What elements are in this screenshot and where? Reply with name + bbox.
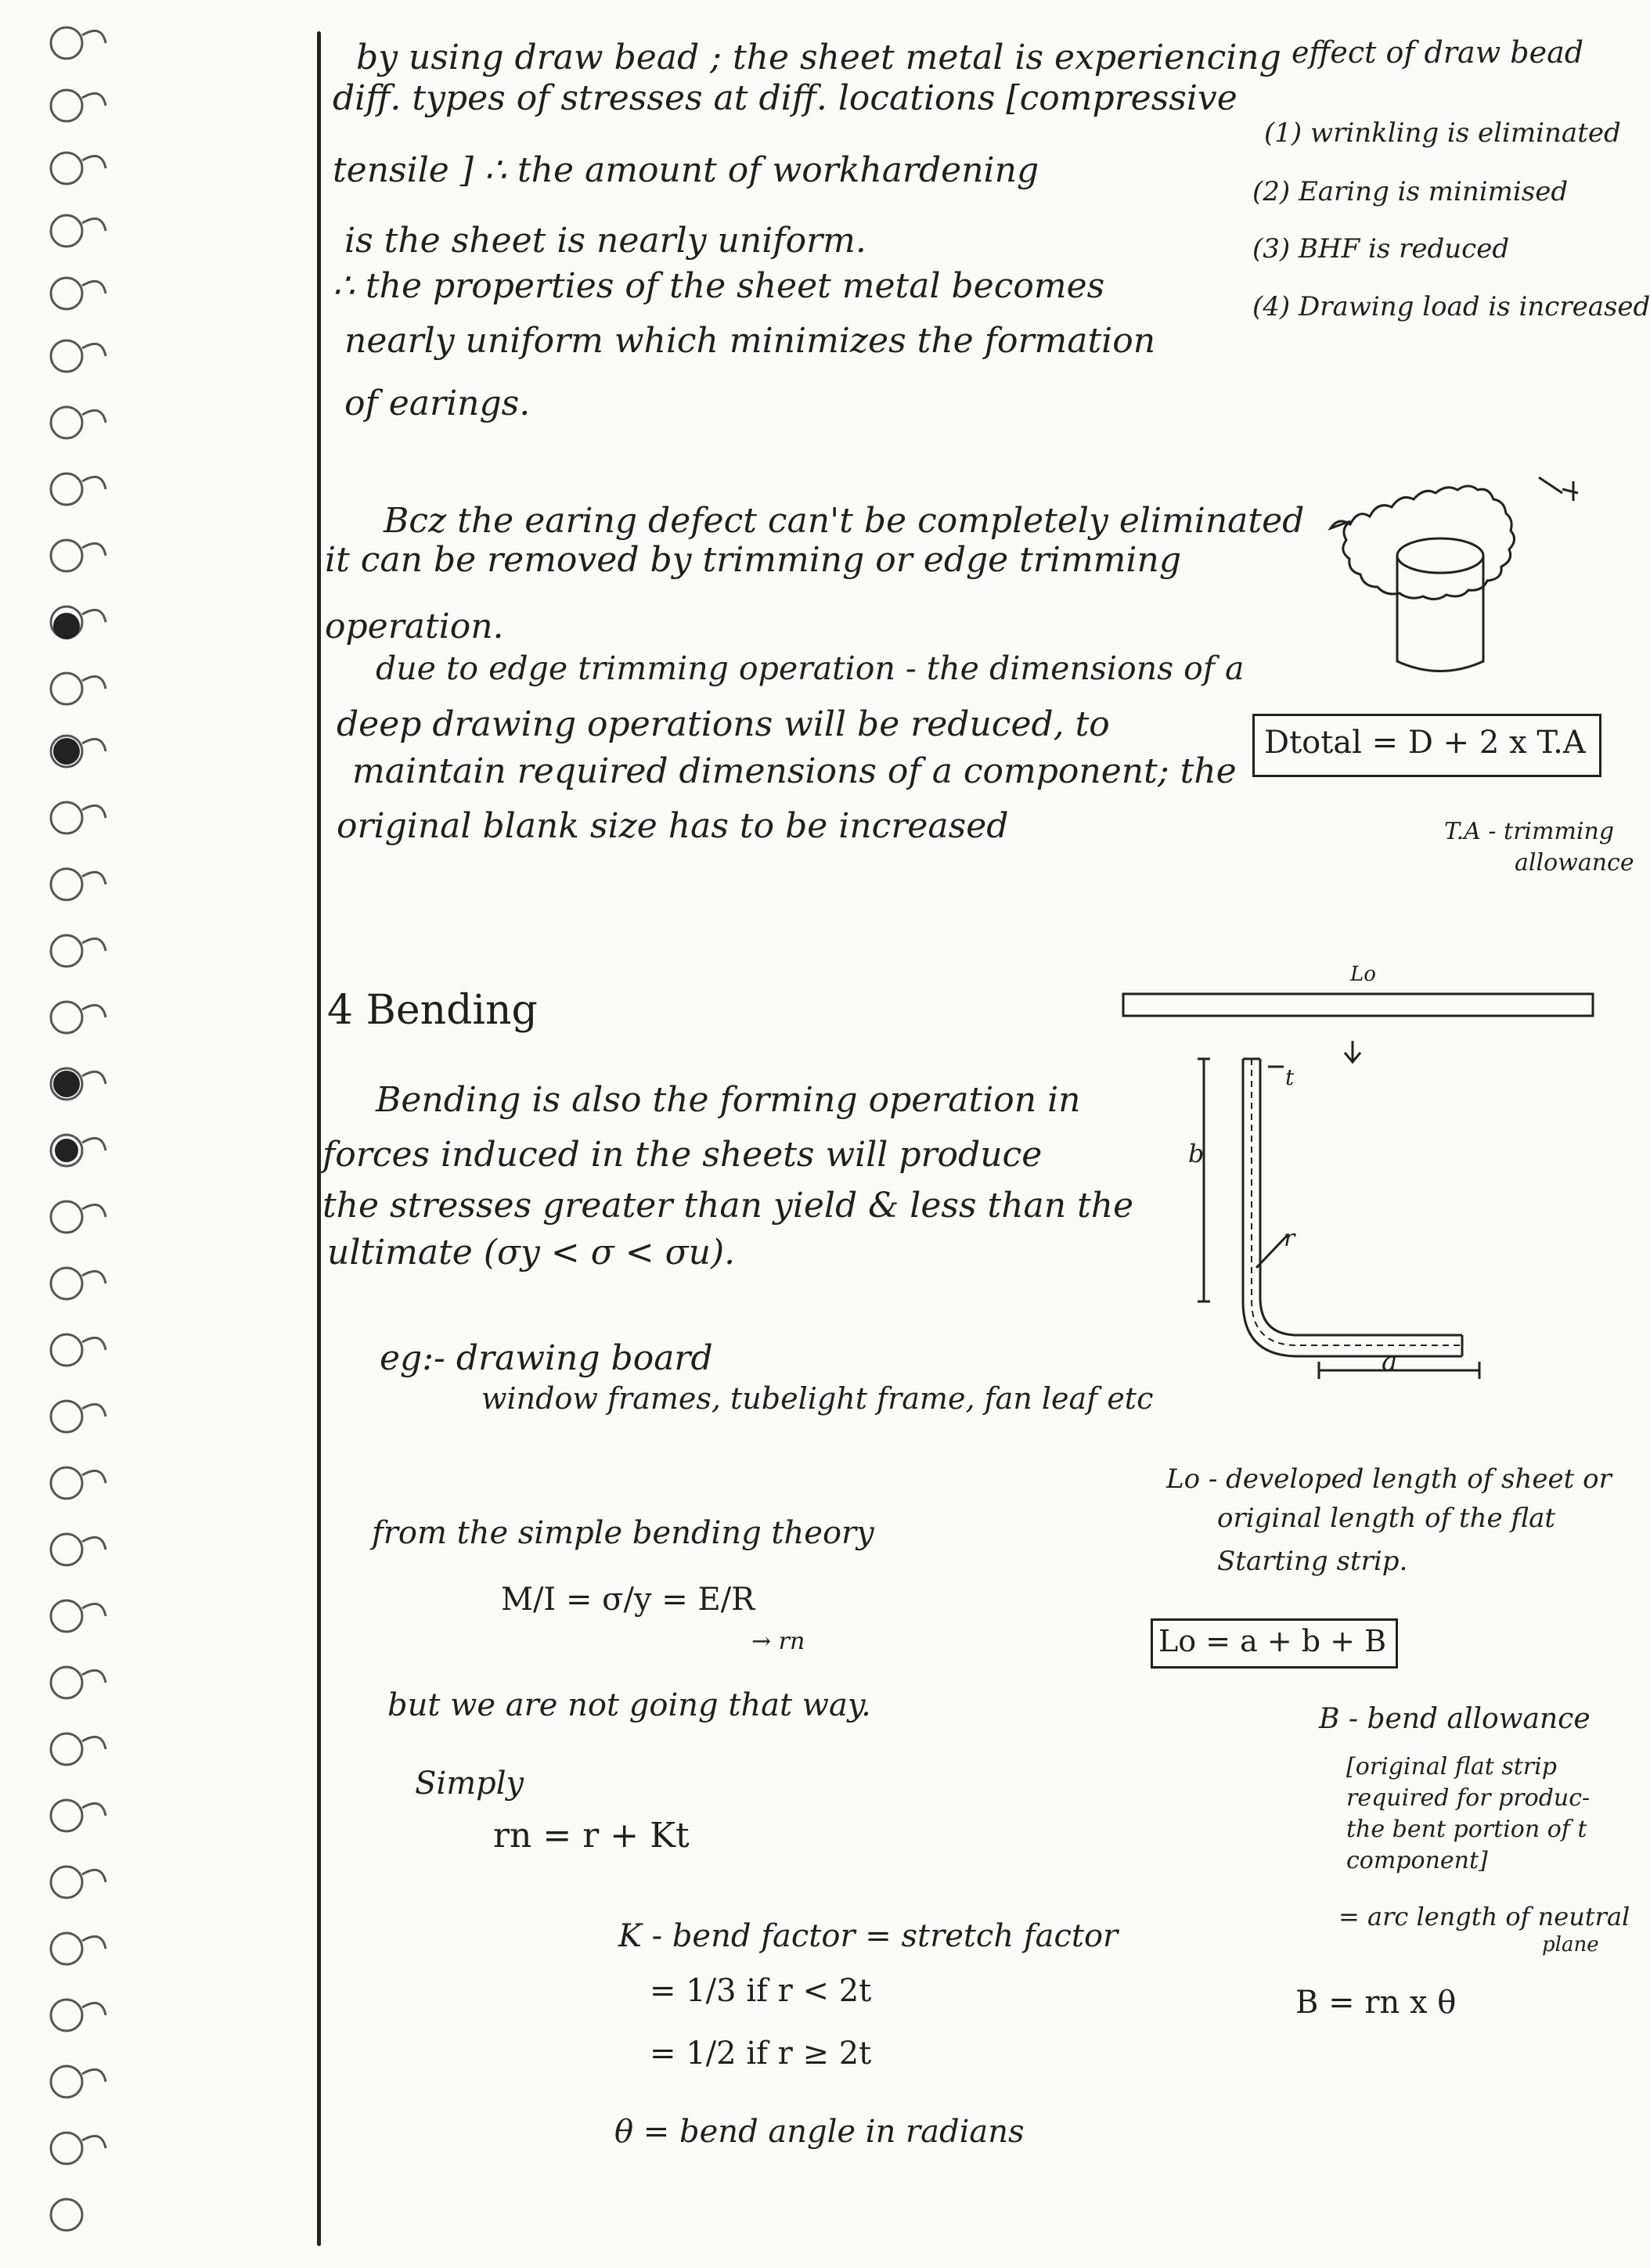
effect-item-2: (2) Earing is minimised <box>1252 176 1569 207</box>
spiral-binding <box>0 0 133 2268</box>
para2-line-6: maintain required dimensions of a component; the <box>352 751 1237 791</box>
margin-line <box>317 31 321 2246</box>
k-definition: K - bend factor = stretch factor <box>618 1918 1119 1954</box>
formula-bending: M/I = σ/y = E/R <box>501 1582 755 1618</box>
para1-line-4: is the sheet is nearly uniform. <box>344 221 866 261</box>
formula-bending-note: → rn <box>751 1628 805 1655</box>
simply-label: Simply <box>415 1766 524 1802</box>
bend-allowance-title: B - bend allowance <box>1319 1703 1591 1735</box>
earing-cup-sketch <box>1315 446 1603 697</box>
para2-line-7: original blank size has to be increased <box>337 806 1009 846</box>
effect-item-1: (1) wrinkling is eliminated <box>1264 117 1621 149</box>
para1-line-5: ∴ the properties of the sheet metal becomes <box>333 266 1105 306</box>
bend-allowance-def-2: required for produc- <box>1346 1784 1591 1812</box>
para3-line-3: the stresses greater than yield & less than the <box>322 1186 1134 1226</box>
theory-line: from the simple bending theory <box>372 1515 874 1551</box>
lo-def-line-2: original length of the flat <box>1217 1503 1556 1534</box>
bend-allowance-def-4: component] <box>1346 1847 1488 1874</box>
para3-line-2: forces induced in the sheets will produce <box>322 1135 1043 1175</box>
lo-formula: Lo = a + b + B <box>1158 1624 1387 1658</box>
para1-line-2: diff. types of stresses at diff. locations [compressive <box>333 78 1238 118</box>
ta-note-1: T.A - trimming <box>1444 818 1615 845</box>
r-label: r <box>1284 1225 1295 1252</box>
para3-line-4: ultimate (σy < σ < σu). <box>327 1233 736 1273</box>
lo-def-line-3: Starting strip. <box>1217 1546 1408 1577</box>
section-heading: 4 Bending <box>327 987 538 1034</box>
rn-formula: rn = r + Kt <box>493 1816 690 1856</box>
b-formula: B = rn x θ <box>1295 1985 1457 2021</box>
bend-allowance-def-3: the bent portion of t <box>1346 1816 1587 1843</box>
theta-definition: θ = bend angle in radians <box>614 2114 1025 2150</box>
b-label: b <box>1188 1139 1205 1168</box>
para2-line-3: operation. <box>325 607 504 646</box>
para2-line-5: deep drawing operations will be reduced, to <box>337 704 1110 744</box>
arc-def-2: plane <box>1542 1933 1599 1957</box>
ta-note-2: allowance <box>1515 849 1634 877</box>
para1-line-3: tensile ] ∴ the amount of workhardening <box>333 150 1039 190</box>
bend-allowance-def-1: [original flat strip <box>1346 1753 1557 1780</box>
lo-label: Lo <box>1350 963 1376 986</box>
para2-line-4: due to edge trimming operation - the dimensions of a <box>376 650 1245 687</box>
effect-title: effect of draw bead <box>1292 35 1584 70</box>
para2-line-2: it can be removed by trimming or edge trimming <box>325 540 1181 580</box>
example-line-2: window frames, tubelight frame, fan leaf etc <box>481 1381 1154 1416</box>
para1-line-7: of earings. <box>344 383 531 423</box>
k-case-1: = 1/3 if r < 2t <box>650 1973 872 2009</box>
t-label: t <box>1285 1064 1295 1090</box>
arc-def-1: = arc length of neutral <box>1338 1902 1630 1931</box>
effect-item-3: (3) BHF is reduced <box>1252 233 1510 265</box>
para2-line-1: Bcz the earing defect can't be completely eliminated <box>384 501 1305 541</box>
effect-item-4: (4) Drawing load is increased <box>1252 291 1650 322</box>
para1-line-1: by using draw bead ; the sheet metal is experiencing <box>356 38 1281 77</box>
d-total-formula: Dtotal = D + 2 x T.A <box>1264 725 1586 761</box>
lo-def-line-1: Lo - developed length of sheet or <box>1166 1463 1612 1495</box>
but-line: but we are not going that way. <box>387 1687 871 1723</box>
bending-diagram <box>1111 967 1597 1405</box>
example-line-1: eg:- drawing board <box>380 1338 713 1378</box>
para1-line-6: nearly uniform which minimizes the formation <box>344 321 1156 361</box>
para3-line-1: Bending is also the forming operation in <box>376 1080 1081 1120</box>
k-case-2: = 1/2 if r ≥ 2t <box>650 2036 872 2072</box>
a-label: a <box>1382 1346 1398 1377</box>
